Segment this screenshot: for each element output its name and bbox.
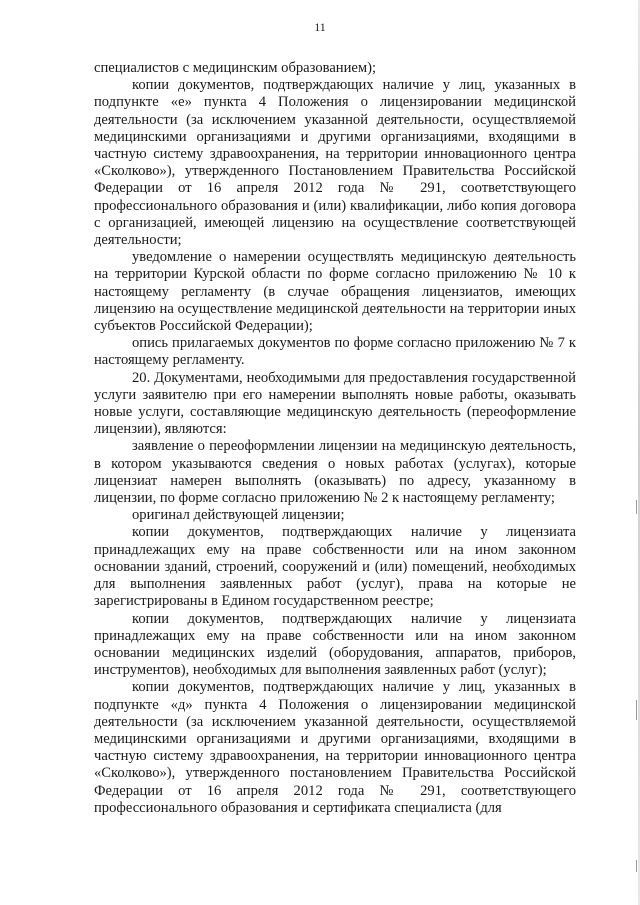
paragraph-1: специалистов с медицинским образованием); — [94, 60, 377, 76]
paragraph-9: копии документов, подтверждающих наличие у лицензиата принадлежащих ему на праве собственности или на ином законном основании медицинских изделий (оборудования, аппаратов, приборов, инструментов), необходимых для выполнения заявленных работ (услуг); — [94, 610, 576, 679]
scan-artifact — [636, 500, 637, 514]
paragraph-4: опись прилагаемых документов по форме согласно приложению № 7 к настоящему регламенту. — [94, 335, 576, 369]
paragraph-8: копии документов, подтверждающих наличие у лицензиата принадлежащих ему на праве собственности или на ином законном основании зданий, строений, сооружений и (или) помещений, необходимых для выполнения заявленных работ (услуг), права на которые не зарегистрированы в Едином государственном реестре; — [94, 524, 576, 610]
page-number: 11 — [314, 20, 326, 34]
scan-artifact — [636, 860, 637, 872]
paragraph-7: оригинал действующей лицензии; — [132, 507, 345, 524]
paragraph-2: копии документов, подтверждающих наличие у лиц, указанных в подпункте «е» пункта 4 Положения о лицензировании медицинской деятельности (за исключением указанной деятельности, осуществляемой медицинскими организациями и другими организациями, входящими в частную систему здравоохранения, на территории инновационного центра «Сколково»), утвержденного Постановлением Правительства Российской Федерации от 16 апреля 2012 года № 291, соответствующего профессионального образования и (или) квалификации, либо копия договора с организацией, имеющей лицензию на осуществление соответствующей деятельности; — [94, 77, 576, 249]
paragraph-5: 20. Документами, необходимыми для предоставления государственной услуги заявителю при его намерении выполнять новые работы, оказывать новые услуги, составляющие медицинскую деятельность (переоформление лицензии), являются: — [94, 369, 576, 438]
paragraph-10: копии документов, подтверждающих наличие у лиц, указанных в подпункте «д» пункта 4 Положения о лицензировании медицинской деятельности (за исключением указанной деятельности, осуществляемой медицинскими организациями и другими организациями, входящими в частную систему здравоохранения, на территории инновационного центра «Сколково»), утвержденного постановлением Правительства Российской Федерации от 16 апреля 2012 года № 291, соответствующего профессионального образования и сертификата специалиста (для — [94, 679, 576, 816]
scan-artifact — [636, 700, 637, 720]
paragraph-3: уведомление о намерении осуществлять медицинскую деятельность на территории Курской области по форме согласно приложению № 10 к настоящему регламенту (в случае обращения лицензиатов, имеющих лицензию на осуществление медицинской деятельности на территории иных субъектов Российской Федерации); — [94, 249, 576, 335]
paragraph-6: заявление о переоформлении лицензии на медицинскую деятельность, в котором указываются сведения о новых работах (услугах), которые лицензиат намерен выполнять (оказывать) по адресу, указанному в лицензии, по форме согласно приложению № 2 к настоящему регламенту; — [94, 438, 576, 507]
document-body — [94, 60, 576, 817]
